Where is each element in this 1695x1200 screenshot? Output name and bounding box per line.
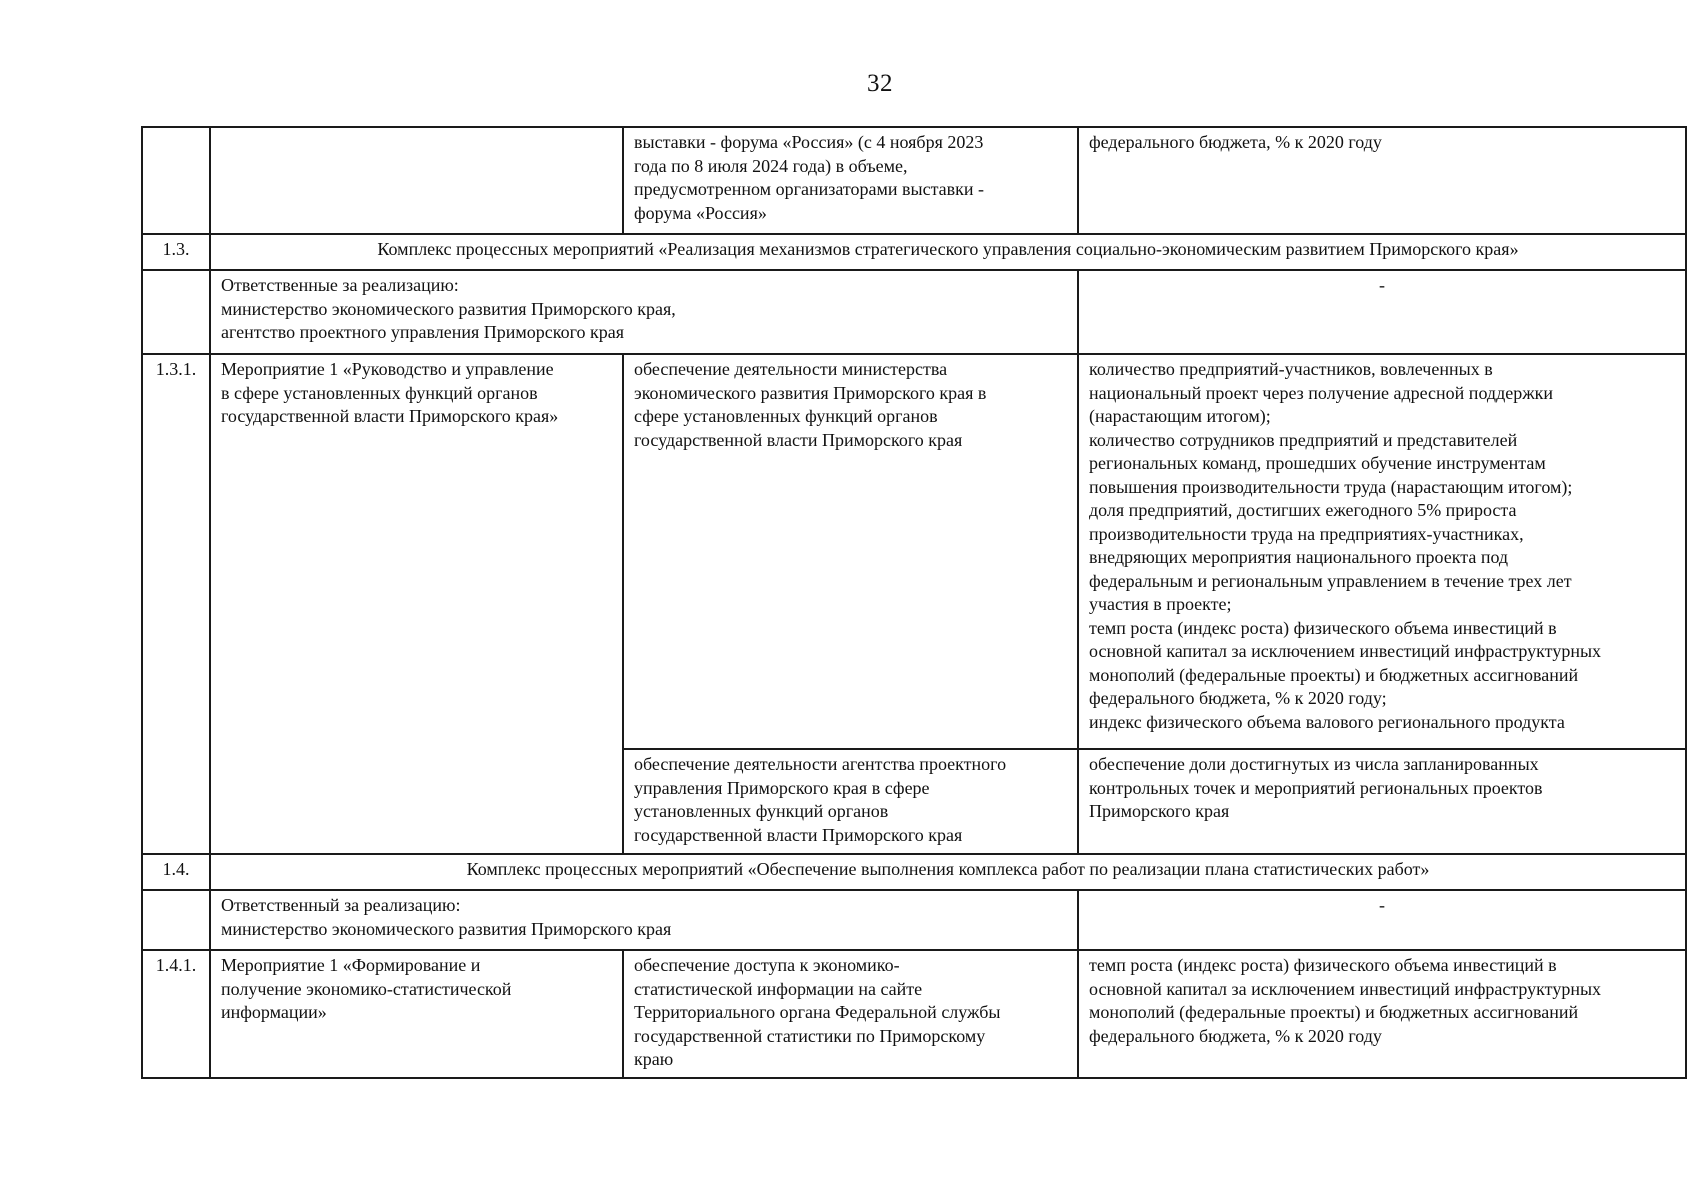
section-row-1-4 — [142, 854, 1686, 890]
item-task — [623, 950, 1078, 1078]
text-line: национальный проект через получение адресной поддержки — [1089, 382, 1554, 403]
text-line: года по 8 июля 2024 года) в объеме, — [634, 155, 908, 176]
text-line: федерального бюджета, % к 2020 году; — [1089, 688, 1387, 708]
text-line: сфере установленных функций органов — [634, 406, 938, 426]
text-line: внедряющих мероприятия национального проекта под — [1089, 547, 1509, 567]
section-number: 1.4. — [142, 854, 210, 890]
text-line: выставки - форума «Россия» (с 4 ноября 2023 — [634, 132, 984, 152]
cell-number — [142, 890, 210, 950]
cell-task — [623, 127, 1078, 234]
text-line: агентство проектного управления Приморского края — [221, 322, 625, 342]
text-line: обеспечение доступа к экономико- — [634, 955, 900, 975]
text-line: количество сотрудников предприятий и представителей — [1089, 429, 1518, 450]
text-line: основной капитал за исключением инвестиций инфраструктурных — [1089, 641, 1602, 661]
table-row-continuation — [142, 127, 1686, 234]
text-line: информации» — [221, 1002, 327, 1022]
section-title: Комплекс процессных мероприятий «Реализация механизмов стратегического управления социально-экономическим развитием Приморского края» — [210, 234, 1686, 270]
item-indicators — [1078, 354, 1686, 749]
text-line: Мероприятие 1 «Формирование и — [221, 955, 481, 975]
responsible-text — [210, 270, 1078, 354]
text-line: региональных команд, прошедших обучение инструментам — [1089, 453, 1546, 473]
section-title: Комплекс процессных мероприятий «Обеспечение выполнения комплекса работ по реализации плана статистических работ» — [210, 854, 1686, 890]
responsible-text — [210, 890, 1078, 950]
text-line: государственной власти Приморского края — [634, 824, 963, 845]
text-line: индекс физического объема валового регионального продукта — [1089, 711, 1565, 732]
text-line: Ответственный за реализацию: — [221, 895, 461, 915]
text-line: статистической информации на сайте — [634, 978, 923, 999]
text-line: доля предприятий, достигших ежегодного 5% прироста — [1089, 500, 1517, 520]
item-task — [623, 354, 1078, 749]
text-line: монополий (федеральные проекты) и бюджетных ассигнований — [1089, 664, 1579, 685]
item-name — [210, 354, 623, 854]
responsible-dash: - — [1078, 890, 1686, 950]
text-line: федерального бюджета, % к 2020 году — [1089, 132, 1382, 152]
table-row-1-4-1 — [142, 950, 1686, 1078]
text-line: экономического развития Приморского края в — [634, 382, 987, 403]
text-line: получение экономико-статистической — [221, 978, 512, 999]
item-task — [623, 749, 1078, 854]
cell-number — [142, 127, 210, 234]
text-line: количество предприятий-участников, вовлеченных в — [1089, 359, 1493, 379]
section-number: 1.3. — [142, 234, 210, 270]
item-name — [210, 950, 623, 1078]
text-line: федеральным и региональным управлением в течение трех лет — [1089, 570, 1572, 591]
text-line: Мероприятие 1 «Руководство и управление — [221, 359, 554, 379]
text-line: форума «Россия» — [634, 202, 767, 223]
text-line: Ответственные за реализацию: — [221, 275, 459, 295]
responsible-dash: - — [1078, 270, 1686, 354]
text-line: федерального бюджета, % к 2020 году — [1089, 1025, 1382, 1046]
text-line: краю — [634, 1049, 674, 1069]
text-line: повышения производительности труда (нарастающим итогом); — [1089, 476, 1573, 497]
text-line: государственной власти Приморского края — [634, 429, 963, 450]
text-line: участия в проекте; — [1089, 594, 1232, 614]
text-line: в сфере установленных функций органов — [221, 382, 538, 403]
text-line: Приморского края — [1089, 801, 1230, 821]
text-line: установленных функций органов — [634, 801, 889, 821]
cell-indicators — [1078, 127, 1686, 234]
text-line: (нарастающим итогом); — [1089, 406, 1271, 426]
table-row-1-3-1 — [142, 354, 1686, 749]
text-line: Территориального органа Федеральной службы — [634, 1002, 1001, 1022]
responsible-row-1-4 — [142, 890, 1686, 950]
text-line: министерство экономического развития Приморского края, — [221, 298, 676, 319]
page-number: 32 — [867, 70, 893, 97]
item-indicators — [1078, 749, 1686, 854]
text-line: темп роста (индекс роста) физического объема инвестиций в — [1089, 617, 1557, 638]
item-number: 1.3.1. — [142, 354, 210, 854]
plan-table — [141, 126, 1687, 1079]
cell-name — [210, 127, 623, 234]
text-line: министерство экономического развития Приморского края — [221, 918, 672, 939]
item-indicators — [1078, 950, 1686, 1078]
text-line: монополий (федеральные проекты) и бюджетных ассигнований — [1089, 1002, 1579, 1022]
text-line: государственной статистики по Приморскому — [634, 1025, 986, 1046]
text-line: основной капитал за исключением инвестиций инфраструктурных — [1089, 978, 1602, 999]
text-line: обеспечение доли достигнутых из числа запланированных — [1089, 754, 1539, 774]
text-line: темп роста (индекс роста) физического объема инвестиций в — [1089, 955, 1557, 975]
text-line: государственной власти Приморского края» — [221, 406, 559, 426]
section-row-1-3 — [142, 234, 1686, 270]
responsible-row-1-3 — [142, 270, 1686, 354]
cell-number — [142, 270, 210, 354]
text-line: обеспечение деятельности министерства — [634, 359, 948, 379]
item-number: 1.4.1. — [142, 950, 210, 1078]
text-line: управления Приморского края в сфере — [634, 777, 930, 798]
text-line: обеспечение деятельности агентства проектного — [634, 754, 1007, 774]
text-line: производительности труда на предприятиях-участниках, — [1089, 523, 1524, 544]
text-line: предусмотренном организаторами выставки - — [634, 179, 985, 199]
text-line: контрольных точек и мероприятий региональных проектов — [1089, 777, 1543, 798]
